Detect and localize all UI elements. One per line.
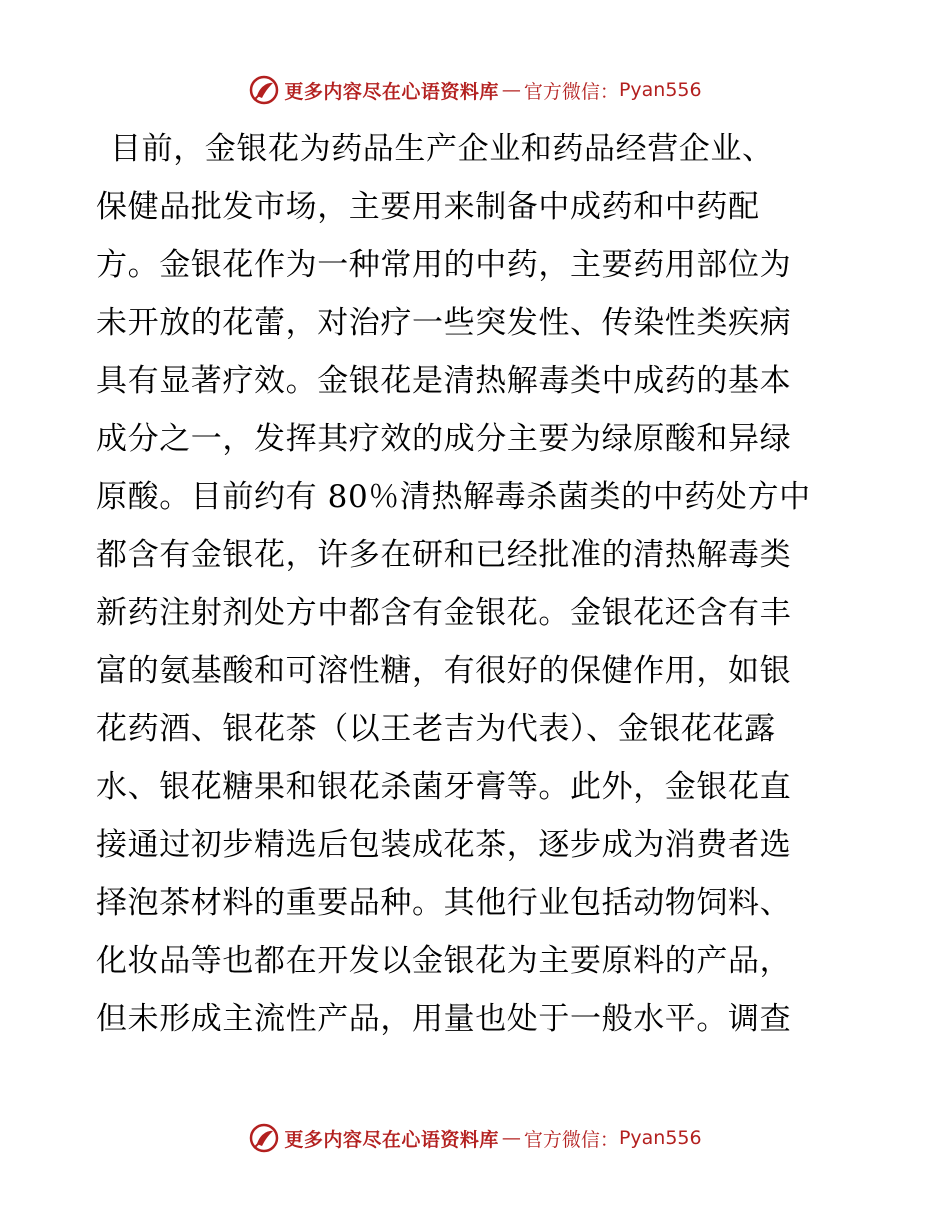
watermark-site-name: 更多内容尽在心语资料库 xyxy=(284,1128,499,1151)
text-line: 目前，金银花为药品生产企业和药品经营企业、 xyxy=(110,131,774,167)
watermark-wechat-label: 官方微信： xyxy=(523,1128,619,1151)
text-line: 但未形成主流性产品，用量也处于一般水平。调查 xyxy=(96,1001,792,1037)
watermark-dash: — xyxy=(501,1127,521,1149)
text-line: 择泡茶材料的重要品种。其他行业包括动物饲料、 xyxy=(96,885,792,921)
watermark-wechat-id: Pyan556 xyxy=(618,79,702,101)
text-line: 富的氨基酸和可溶性糖，有很好的保健作用，如银 xyxy=(96,653,792,689)
text-line: 花药酒、银花茶（以王老吉为代表）、金银花花露 xyxy=(96,711,776,747)
text-line: 未开放的花蕾，对治疗一些突发性、传染性类疾病 xyxy=(96,305,792,341)
text-line: 具有显著疗效。金银花是清热解毒类中成药的基本 xyxy=(96,363,792,399)
text-line: 新药注射剂处方中都含有金银花。金银花还含有丰 xyxy=(96,595,792,631)
text-line: 水、银花糖果和银花杀菌牙膏等。此外，金银花直 xyxy=(96,769,792,805)
watermark-wechat-id: Pyan556 xyxy=(618,1127,702,1149)
watermark-dash: — xyxy=(501,79,521,101)
body-text xyxy=(96,120,856,1048)
text-line: 都含有金银花，许多在研和已经批准的清热解毒类 xyxy=(96,537,792,573)
text-line: 方。金银花作为一种常用的中药，主要药用部位为 xyxy=(96,247,792,283)
header-watermark xyxy=(0,72,950,108)
text-line: 化妆品等也都在开发以金银花为主要原料的产品， xyxy=(96,943,792,979)
text-line: 接通过初步精选后包装成花茶，逐步成为消费者选 xyxy=(96,827,792,863)
watermark-site-name: 更多内容尽在心语资料库 xyxy=(284,80,499,103)
text-line: 原酸。目前约有 80％清热解毒杀菌类的中药处方中 xyxy=(96,479,811,515)
text-line: 保健品批发市场，主要用来制备中成药和中药配 xyxy=(96,189,760,225)
logo-icon xyxy=(248,1122,280,1154)
watermark-wechat-label: 官方微信： xyxy=(523,80,619,103)
text-line: 成分之一，发挥其疗效的成分主要为绿原酸和异绿 xyxy=(96,421,792,457)
footer-watermark xyxy=(0,1120,950,1156)
logo-icon xyxy=(248,74,280,106)
